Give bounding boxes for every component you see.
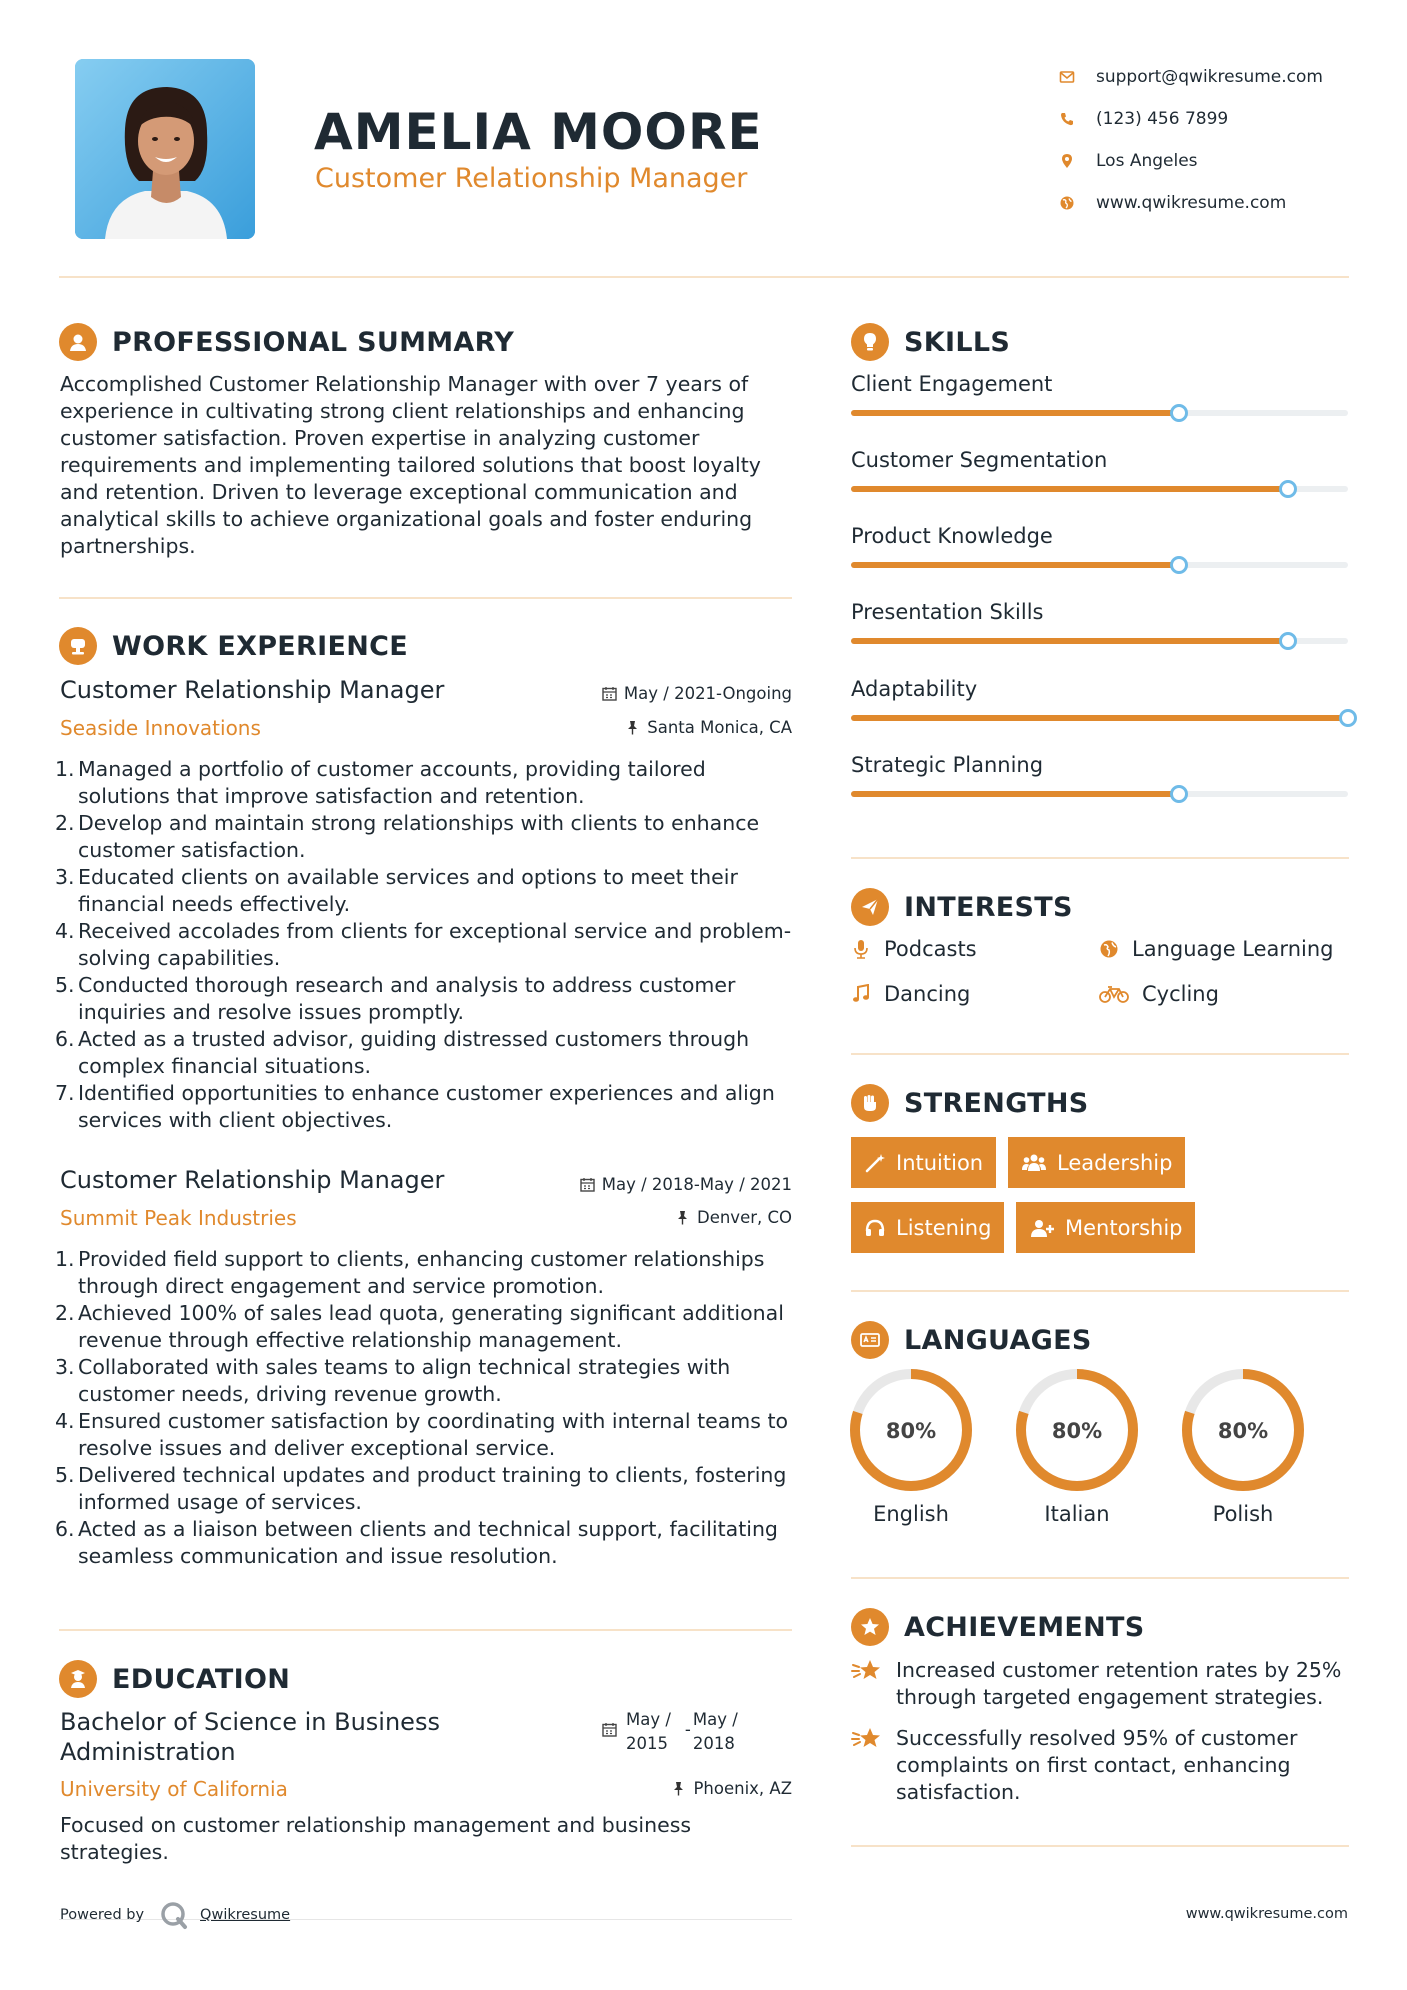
- summary-heading: [59, 323, 514, 361]
- candidate-name: AMELIA MOORE: [314, 103, 763, 161]
- footer-url[interactable]: www.qwikresume.com: [1185, 1906, 1348, 1922]
- skill-knob: [1170, 404, 1188, 422]
- education-location-text: Phoenix, AZ: [693, 1779, 792, 1798]
- calendar-icon: [602, 1722, 617, 1737]
- skill-name: Presentation Skills: [851, 600, 1044, 624]
- education-title: EDUCATION: [112, 1663, 291, 1695]
- magic-wand-icon: [864, 1152, 886, 1174]
- achievements-heading: [851, 1608, 1145, 1646]
- list-item: 4. Received accolades from clients for exceptional service and problem-solving capabilities.: [55, 919, 792, 970]
- job-2-role: Customer Relationship Manager: [60, 1166, 445, 1194]
- skill-item: [851, 372, 1348, 432]
- pushpin-icon: [625, 720, 640, 735]
- skills-title: SKILLS: [904, 326, 1011, 358]
- strengths-divider: [851, 1290, 1349, 1292]
- interest-dancing: [851, 982, 970, 1006]
- skill-item: [851, 448, 1348, 508]
- job-1-role: Customer Relationship Manager: [60, 676, 445, 704]
- skill-name: Adaptability: [851, 677, 978, 701]
- skill-item: [851, 600, 1348, 660]
- job-1-location-text: Santa Monica, CA: [647, 718, 792, 737]
- skill-track: [851, 410, 1348, 416]
- languages-heading: [851, 1321, 1092, 1359]
- contact-location: [1052, 140, 1372, 182]
- strength-label: Intuition: [896, 1150, 984, 1175]
- contact-location-text: Los Angeles: [1096, 151, 1198, 171]
- profile-photo: [75, 59, 255, 239]
- list-item: 5. Delivered technical updates and product training to clients, fostering informed usage of services.: [55, 1463, 787, 1514]
- skill-knob: [1279, 480, 1297, 498]
- music-note-icon: [851, 984, 871, 1004]
- list-item: 2. Achieved 100% of sales lead quota, generating significant additional revenue through effective relationship management.: [55, 1301, 784, 1352]
- achievement-text: Successfully resolved 95% of customer complaints on first contact, enhancing satisfaction.: [896, 1726, 1298, 1804]
- job-2-dates: [580, 1175, 792, 1194]
- calendar-icon: [602, 686, 617, 701]
- footer-powered-by[interactable]: [60, 1899, 290, 1931]
- skill-item: [851, 677, 1348, 737]
- location-pin-icon: [1056, 150, 1078, 172]
- interest-label: Cycling: [1142, 982, 1219, 1006]
- candidate-title: Customer Relationship Manager: [315, 163, 748, 194]
- education-degree: Bachelor of Science in Business Administration: [60, 1708, 440, 1766]
- skill-knob: [1170, 785, 1188, 803]
- phone-icon: [1056, 108, 1078, 130]
- education-start: May / 2015: [626, 1710, 671, 1753]
- strength-leadership: [1008, 1137, 1185, 1188]
- list-item: 3. Educated clients on available services and options to meet their financial needs effectively.: [55, 865, 738, 916]
- users-icon: [1021, 1152, 1047, 1174]
- languages-divider: [851, 1577, 1349, 1579]
- pushpin-icon: [671, 1781, 686, 1796]
- skill-track: [851, 486, 1348, 492]
- contact-phone[interactable]: [1052, 98, 1372, 140]
- job-1-bullets: [55, 756, 799, 1134]
- interest-label: Dancing: [884, 982, 971, 1006]
- language-ring: [849, 1368, 973, 1492]
- contact-website-text: www.qwikresume.com: [1096, 193, 1287, 213]
- language-name: English: [873, 1502, 949, 1526]
- language-item: [1015, 1368, 1139, 1526]
- education-dates: [602, 1708, 738, 1756]
- qwikresume-logo-icon: [158, 1899, 190, 1931]
- strength-listening: [851, 1202, 1004, 1253]
- skill-name: Client Engagement: [851, 372, 1053, 396]
- interest-podcasts: [851, 937, 977, 961]
- microphone-icon: [851, 939, 871, 959]
- contact-email-text: support@qwikresume.com: [1096, 67, 1323, 87]
- language-item: [849, 1368, 973, 1526]
- interest-language-learning: [1099, 937, 1333, 961]
- list-item: 3. Collaborated with sales teams to align technical strategies with customer needs, driving revenue growth.: [55, 1355, 731, 1406]
- lightbulb-icon: [851, 323, 889, 361]
- interests-title: INTERESTS: [904, 891, 1073, 923]
- skill-fill: [851, 638, 1288, 644]
- interest-label: Language Learning: [1132, 937, 1334, 961]
- list-item: 4. Ensured customer satisfaction by coordinating with internal teams to resolve issues and deliver exceptional service.: [55, 1409, 789, 1460]
- bicycle-icon: [1099, 984, 1129, 1004]
- summary-title: PROFESSIONAL SUMMARY: [112, 326, 515, 358]
- graduate-icon: [59, 1660, 97, 1698]
- skill-fill: [851, 715, 1348, 721]
- contact-email[interactable]: [1052, 56, 1372, 98]
- language-name: Polish: [1212, 1502, 1274, 1526]
- interests-heading: [851, 888, 1073, 926]
- achievements-title: ACHIEVEMENTS: [904, 1611, 1145, 1643]
- header-divider: [59, 276, 1349, 278]
- skill-track: [851, 791, 1348, 797]
- skill-fill: [851, 410, 1179, 416]
- skill-track: [851, 638, 1348, 644]
- list-item: 6. Acted as a liaison between clients and technical support, facilitating seamless communication and issue resolution.: [55, 1517, 778, 1568]
- language-percent: 80%: [1051, 1419, 1103, 1443]
- briefcase-icon: [59, 627, 97, 665]
- job-1-dates: [602, 684, 792, 703]
- achievement-item: [851, 1725, 1351, 1806]
- list-item: 6. Acted as a trusted advisor, guiding distressed customers through complex financial situations.: [55, 1027, 750, 1078]
- achievements-divider: [851, 1845, 1349, 1847]
- strengths-title: STRENGTHS: [904, 1087, 1089, 1119]
- job-2-location-text: Denver, CO: [696, 1208, 792, 1227]
- language-card-icon: [851, 1321, 889, 1359]
- skill-name: Product Knowledge: [851, 524, 1053, 548]
- pushpin-icon: [675, 1210, 690, 1225]
- education-heading: [59, 1660, 290, 1698]
- skill-fill: [851, 486, 1288, 492]
- fist-icon: [851, 1084, 889, 1122]
- language-ring: [1015, 1368, 1139, 1492]
- languages-title: LANGUAGES: [904, 1324, 1092, 1356]
- envelope-icon: [1056, 66, 1078, 88]
- education-location: [671, 1779, 792, 1798]
- skill-track: [851, 715, 1348, 721]
- work-divider: [59, 1629, 792, 1631]
- job-1-company: Seaside Innovations: [60, 716, 261, 740]
- interest-cycling: [1099, 982, 1219, 1006]
- date-separator: -: [684, 1720, 691, 1739]
- skill-fill: [851, 562, 1179, 568]
- skill-fill: [851, 791, 1179, 797]
- skill-name: Customer Segmentation: [851, 448, 1108, 472]
- contact-website[interactable]: [1052, 182, 1372, 224]
- list-item: 1. Managed a portfolio of customer accounts, providing tailored solutions that improve satisfaction and retention.: [55, 757, 706, 808]
- skill-item: [851, 524, 1348, 584]
- work-heading: [59, 627, 408, 665]
- calendar-icon: [580, 1177, 595, 1192]
- list-item: 2. Develop and maintain strong relationships with clients to enhance customer satisfaction.: [55, 811, 760, 862]
- headphones-icon: [864, 1217, 886, 1239]
- strength-label: Mentorship: [1065, 1215, 1183, 1240]
- skill-knob: [1170, 556, 1188, 574]
- language-percent: 80%: [1217, 1419, 1269, 1443]
- interest-label: Podcasts: [884, 937, 977, 961]
- education-school: University of California: [60, 1777, 288, 1801]
- contact-phone-text: (123) 456 7899: [1096, 109, 1229, 129]
- job-1-location: [625, 718, 792, 737]
- education-end: May / 2018: [692, 1710, 738, 1753]
- job-1-dates-text: May / 2021-Ongoing: [623, 684, 792, 703]
- summary-divider: [59, 597, 792, 599]
- qwikresume-link[interactable]: Qwikresume: [200, 1907, 291, 1923]
- education-description: Focused on customer relationship management and business strategies.: [60, 1813, 692, 1864]
- skill-track: [851, 562, 1348, 568]
- achievement-item: [851, 1657, 1351, 1711]
- language-ring: [1181, 1368, 1305, 1492]
- list-item: 7. Identified opportunities to enhance customer experiences and align services with client objectives.: [55, 1081, 775, 1132]
- language-percent: 80%: [885, 1419, 937, 1443]
- job-2-company: Summit Peak Industries: [60, 1206, 297, 1230]
- strength-intuition: [851, 1137, 996, 1188]
- summary-text: Accomplished Customer Relationship Manager with over 7 years of experience in cultivating strong client relationships and enhancing customer satisfaction. Proven expertise in analyzing customer requirements and implementing tailored solutions that boost loyalty and retention. Driven to leverage exceptional communication and analytical skills to achieve organizational goals and foster enduring partnerships.: [60, 372, 761, 558]
- skill-knob: [1339, 709, 1357, 727]
- globe-icon: [1099, 939, 1119, 959]
- list-item: 1. Provided field support to clients, enhancing customer relationships through direct engagement and service promotion.: [55, 1247, 765, 1298]
- strengths-heading: [851, 1084, 1089, 1122]
- skill-knob: [1279, 632, 1297, 650]
- skills-heading: [851, 323, 1010, 361]
- achievement-text: Increased customer retention rates by 25% through targeted engagement strategies.: [896, 1658, 1342, 1709]
- language-name: Italian: [1044, 1502, 1110, 1526]
- star-badge-icon: [851, 1608, 889, 1646]
- strength-label: Listening: [896, 1215, 992, 1240]
- skills-divider: [851, 857, 1349, 859]
- interests-divider: [851, 1053, 1349, 1055]
- job-2-location: [675, 1208, 792, 1227]
- list-item: 5. Conducted thorough research and analysis to address customer inquiries and resolve issues promptly.: [55, 973, 736, 1024]
- work-title: WORK EXPERIENCE: [112, 630, 408, 662]
- user-icon: [59, 323, 97, 361]
- contact-list: [1052, 56, 1372, 224]
- skill-name: Strategic Planning: [851, 753, 1044, 777]
- paper-plane-icon: [851, 888, 889, 926]
- strength-label: Leadership: [1057, 1150, 1173, 1175]
- user-plus-icon: [1029, 1217, 1055, 1239]
- powered-by-label: Powered by: [60, 1907, 145, 1923]
- job-2-dates-text: May / 2018-May / 2021: [601, 1175, 792, 1194]
- language-item: [1181, 1368, 1305, 1526]
- globe-icon: [1056, 192, 1078, 214]
- skill-item: [851, 753, 1348, 813]
- shooting-star-icon: [851, 1723, 883, 1755]
- strength-mentorship: [1016, 1202, 1195, 1253]
- shooting-star-icon: [851, 1655, 883, 1687]
- job-2-bullets: [55, 1246, 799, 1570]
